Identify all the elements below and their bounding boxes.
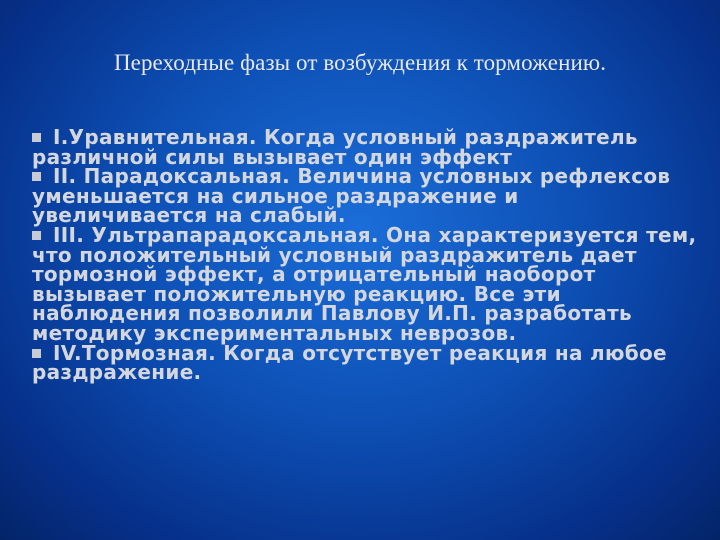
bullet-item-2 <box>32 164 700 228</box>
bullet-text: IV.Тормозная. Когда отсутствует реакция на любое раздражение. <box>32 340 667 385</box>
bullet-list <box>32 125 700 385</box>
square-bullet-icon <box>32 231 41 240</box>
bullet-text: III. Ультрапарадоксальная. Она характеризуется тем, что положительный условный раздражитель дает тормозной эффект, а отрицательный наоборот вызывает положительную реакцию. Все эти наблюдения позволили Павлову И.П. разработать методику экспериментальных неврозов. <box>32 222 697 345</box>
square-bullet-icon <box>32 133 41 142</box>
bullet-item-3 <box>32 222 700 345</box>
bullet-text: I.Уравнительная. Когда условный раздражитель различной силы вызывает один эффект <box>32 125 638 169</box>
bullet-text: II. Парадоксальная. Величина условных рефлексов уменьшается на сильное раздражение и увеличивается на слабый. <box>32 164 671 228</box>
slide-title: Переходные фазы от возбуждения к торможению. <box>113 50 607 75</box>
square-bullet-icon <box>32 172 41 181</box>
bullet-item-1 <box>32 125 700 169</box>
bullet-item-4 <box>32 340 700 385</box>
square-bullet-icon <box>32 349 41 358</box>
